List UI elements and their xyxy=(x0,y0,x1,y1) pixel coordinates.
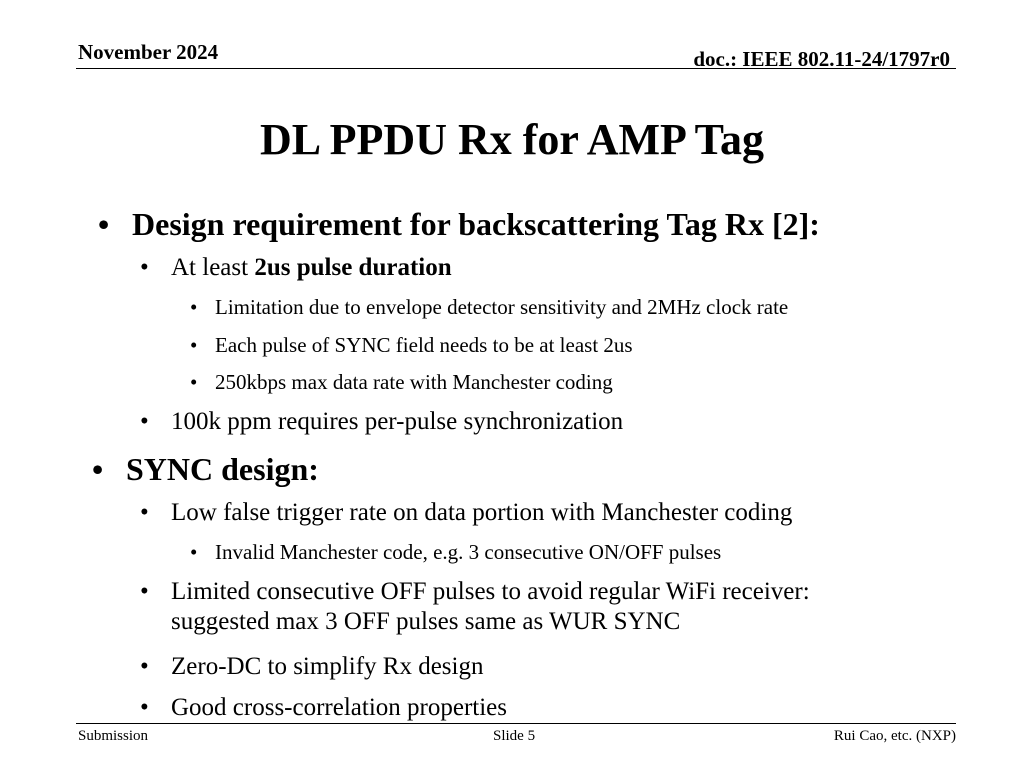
bullet-max-data-rate xyxy=(190,369,613,395)
bullet-text: Limitation due to envelope detector sensitivity and 2MHz clock rate xyxy=(215,295,789,319)
bullet-marker: • xyxy=(140,499,149,526)
bullet-text-line2: suggested max 3 OFF pulses same as WUR SYNC xyxy=(171,608,681,635)
bullet-text: 100k ppm requires per-pulse synchronization xyxy=(171,408,624,435)
header-date: November 2024 xyxy=(78,40,219,64)
bullet-marker: • xyxy=(98,206,110,242)
slide-title: DL PPDU Rx for AMP Tag xyxy=(259,115,764,164)
bullet-marker: • xyxy=(140,578,149,605)
bullet-text: Invalid Manchester code, e.g. 3 consecutive ON/OFF pulses xyxy=(215,540,722,564)
bullet-text: Good cross-correlation properties xyxy=(171,694,507,721)
bullet-marker: • xyxy=(190,295,198,319)
bullet-false-trigger xyxy=(140,498,792,528)
footer-submission: Submission xyxy=(78,728,149,744)
bullet-marker: • xyxy=(140,653,149,680)
bullet-marker: • xyxy=(190,333,198,357)
footer-divider xyxy=(76,723,956,724)
bullet-text-line1: Limited consecutive OFF pulses to avoid regular WiFi receiver: xyxy=(171,578,810,605)
header-doc-id: doc.: IEEE 802.11-24/1797r0 xyxy=(693,47,950,71)
bullet-text: SYNC design: xyxy=(126,451,319,487)
bullet-text-prefix: At least xyxy=(171,254,255,281)
footer-author: Rui Cao, etc. (NXP) xyxy=(833,728,956,744)
bullet-marker: • xyxy=(140,254,149,281)
bullet-text: Low false trigger rate on data portion with Manchester coding xyxy=(171,499,793,526)
bullet-text: Design requirement for backscattering Tag Rx [2]: xyxy=(132,206,820,242)
bullet-text: Each pulse of SYNC field needs to be at least 2us xyxy=(215,333,633,357)
bullet-per-pulse-sync xyxy=(140,407,623,437)
bullet-marker: • xyxy=(140,694,149,721)
bullet-limited-off-pulses xyxy=(140,577,810,637)
bullet-sync-pulse xyxy=(190,332,633,358)
bullet-text-bold: 2us pulse duration xyxy=(254,254,452,281)
bullet-marker: • xyxy=(140,408,149,435)
bullet-invalid-manchester xyxy=(190,539,721,565)
bullet-design-requirement xyxy=(98,206,820,242)
footer-slide-number: Slide 5 xyxy=(493,728,536,744)
bullet-marker: • xyxy=(190,370,198,394)
bullet-marker: • xyxy=(190,540,198,564)
bullet-text: Zero-DC to simplify Rx design xyxy=(171,653,484,680)
bullet-sync-design xyxy=(92,451,319,487)
bullet-marker: • xyxy=(92,451,104,487)
bullet-zero-dc xyxy=(140,652,483,682)
bullet-text: 250kbps max data rate with Manchester coding xyxy=(215,370,613,394)
bullet-pulse-duration xyxy=(140,253,452,283)
bullet-envelope-detector xyxy=(190,294,788,320)
bullet-cross-correlation xyxy=(140,693,507,723)
header-divider xyxy=(76,68,956,69)
